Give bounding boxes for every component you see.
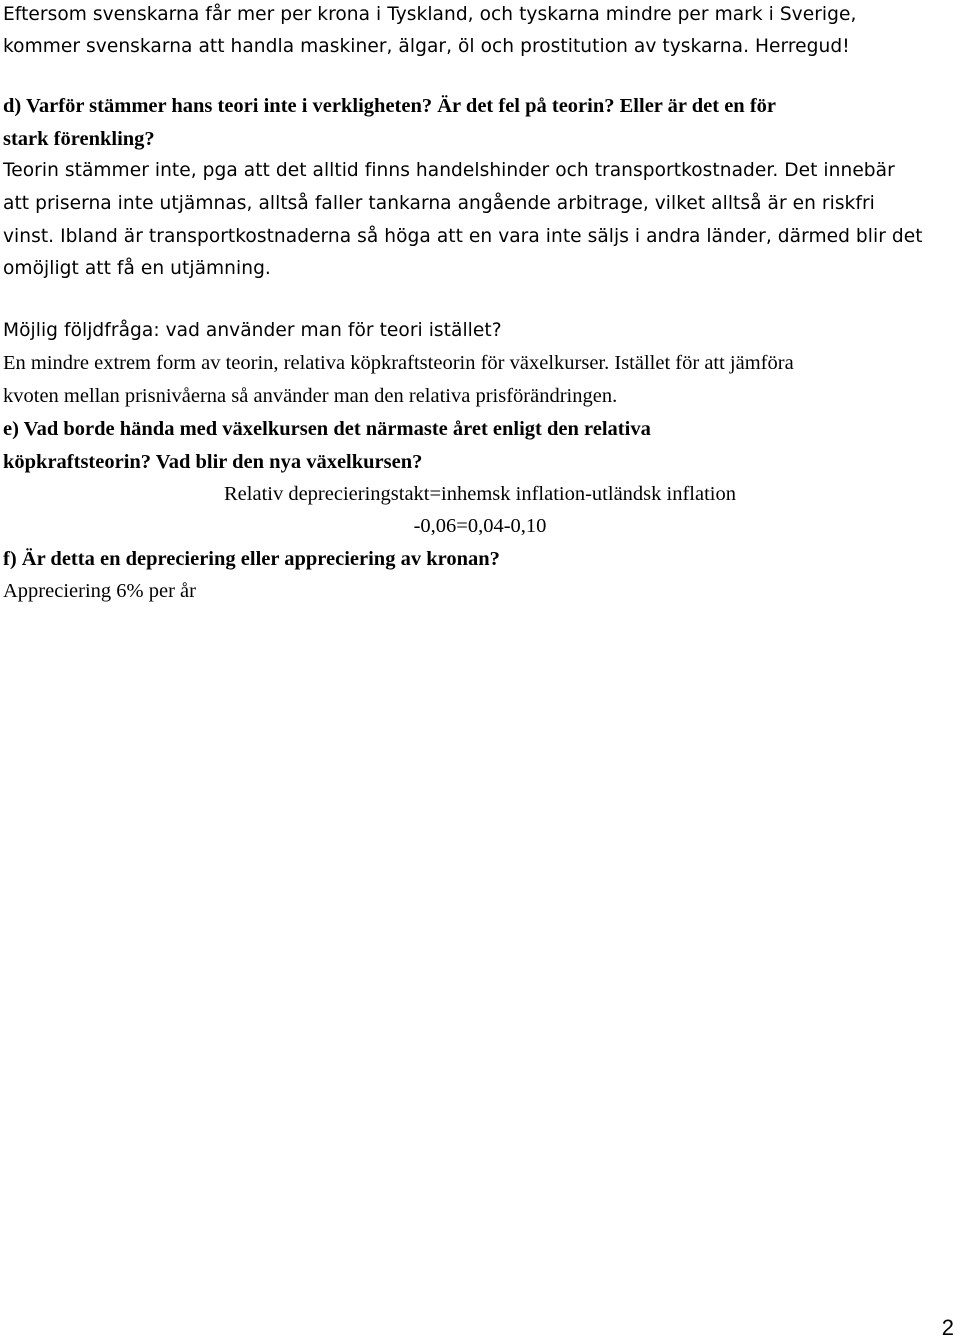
answer-d-line-2: att priserna inte utjämnas, alltså faller tankarna angående arbitrage, vilket alltså är en riskfri [3, 193, 875, 214]
answer-d-line-1-part-b: Det innebär [778, 160, 895, 181]
answer-d-line-3 [3, 224, 923, 250]
followup-question: Möjlig följdfråga: vad använder man för teori istället? [3, 320, 502, 341]
answer-e-calculation: -0,06=0,04-0,10 [413, 515, 547, 537]
question-e-line-2: köpkraftsteorin? Vad blir den nya växelkursen? [3, 451, 423, 473]
answer-d-line-1 [3, 158, 895, 184]
answer-d-line-3-part-b: Ibland är transportkostnaderna så höga att en vara inte säljs i andra länder, därmed blir det [54, 226, 923, 247]
answer-d-line-3-part-a: vinst. [3, 226, 55, 247]
answer-f-line-1: Appreciering 6% per år [3, 580, 196, 602]
question-d-line-2: stark förenkling? [3, 128, 155, 150]
answer-d-line-4: omöjligt att få en utjämning. [3, 258, 271, 279]
page-number: 2 [941, 1315, 954, 1340]
intro-line-2: kommer svenskarna att handla maskiner, älgar, öl och prostitution av tyskarna. Herregud! [3, 36, 850, 57]
question-e-line-1: e) Vad borde hända med växelkursen det närmaste året enligt den relativa [3, 418, 651, 440]
question-d-line-1: d) Varför stämmer hans teori inte i verkligheten? Är det fel på teorin? Eller är det en för [3, 95, 777, 117]
followup-answer-line-1-part-a: En mindre extrem form av teorin, relativa köpkraftsteorin för växelkurser. [3, 352, 610, 374]
followup-answer-line-1-part-b: Istället för att jämföra [609, 352, 794, 374]
followup-answer-line-2: kvoten mellan prisnivåerna så använder man den relativa prisförändringen. [3, 385, 618, 407]
answer-e-formula: Relativ deprecieringstakt=inhemsk inflation-utländsk inflation [224, 483, 736, 505]
answer-d-line-1-part-a: Teorin stämmer inte, pga att det alltid finns handelshinder och transportkostnader. [3, 160, 779, 181]
intro-line-1: Eftersom svenskarna får mer per krona i Tyskland, och tyskarna mindre per mark i Sverige, [3, 4, 857, 25]
followup-answer-line-1 [3, 350, 794, 376]
question-f-line-1: f) Är detta en depreciering eller appreciering av kronan? [3, 548, 500, 570]
